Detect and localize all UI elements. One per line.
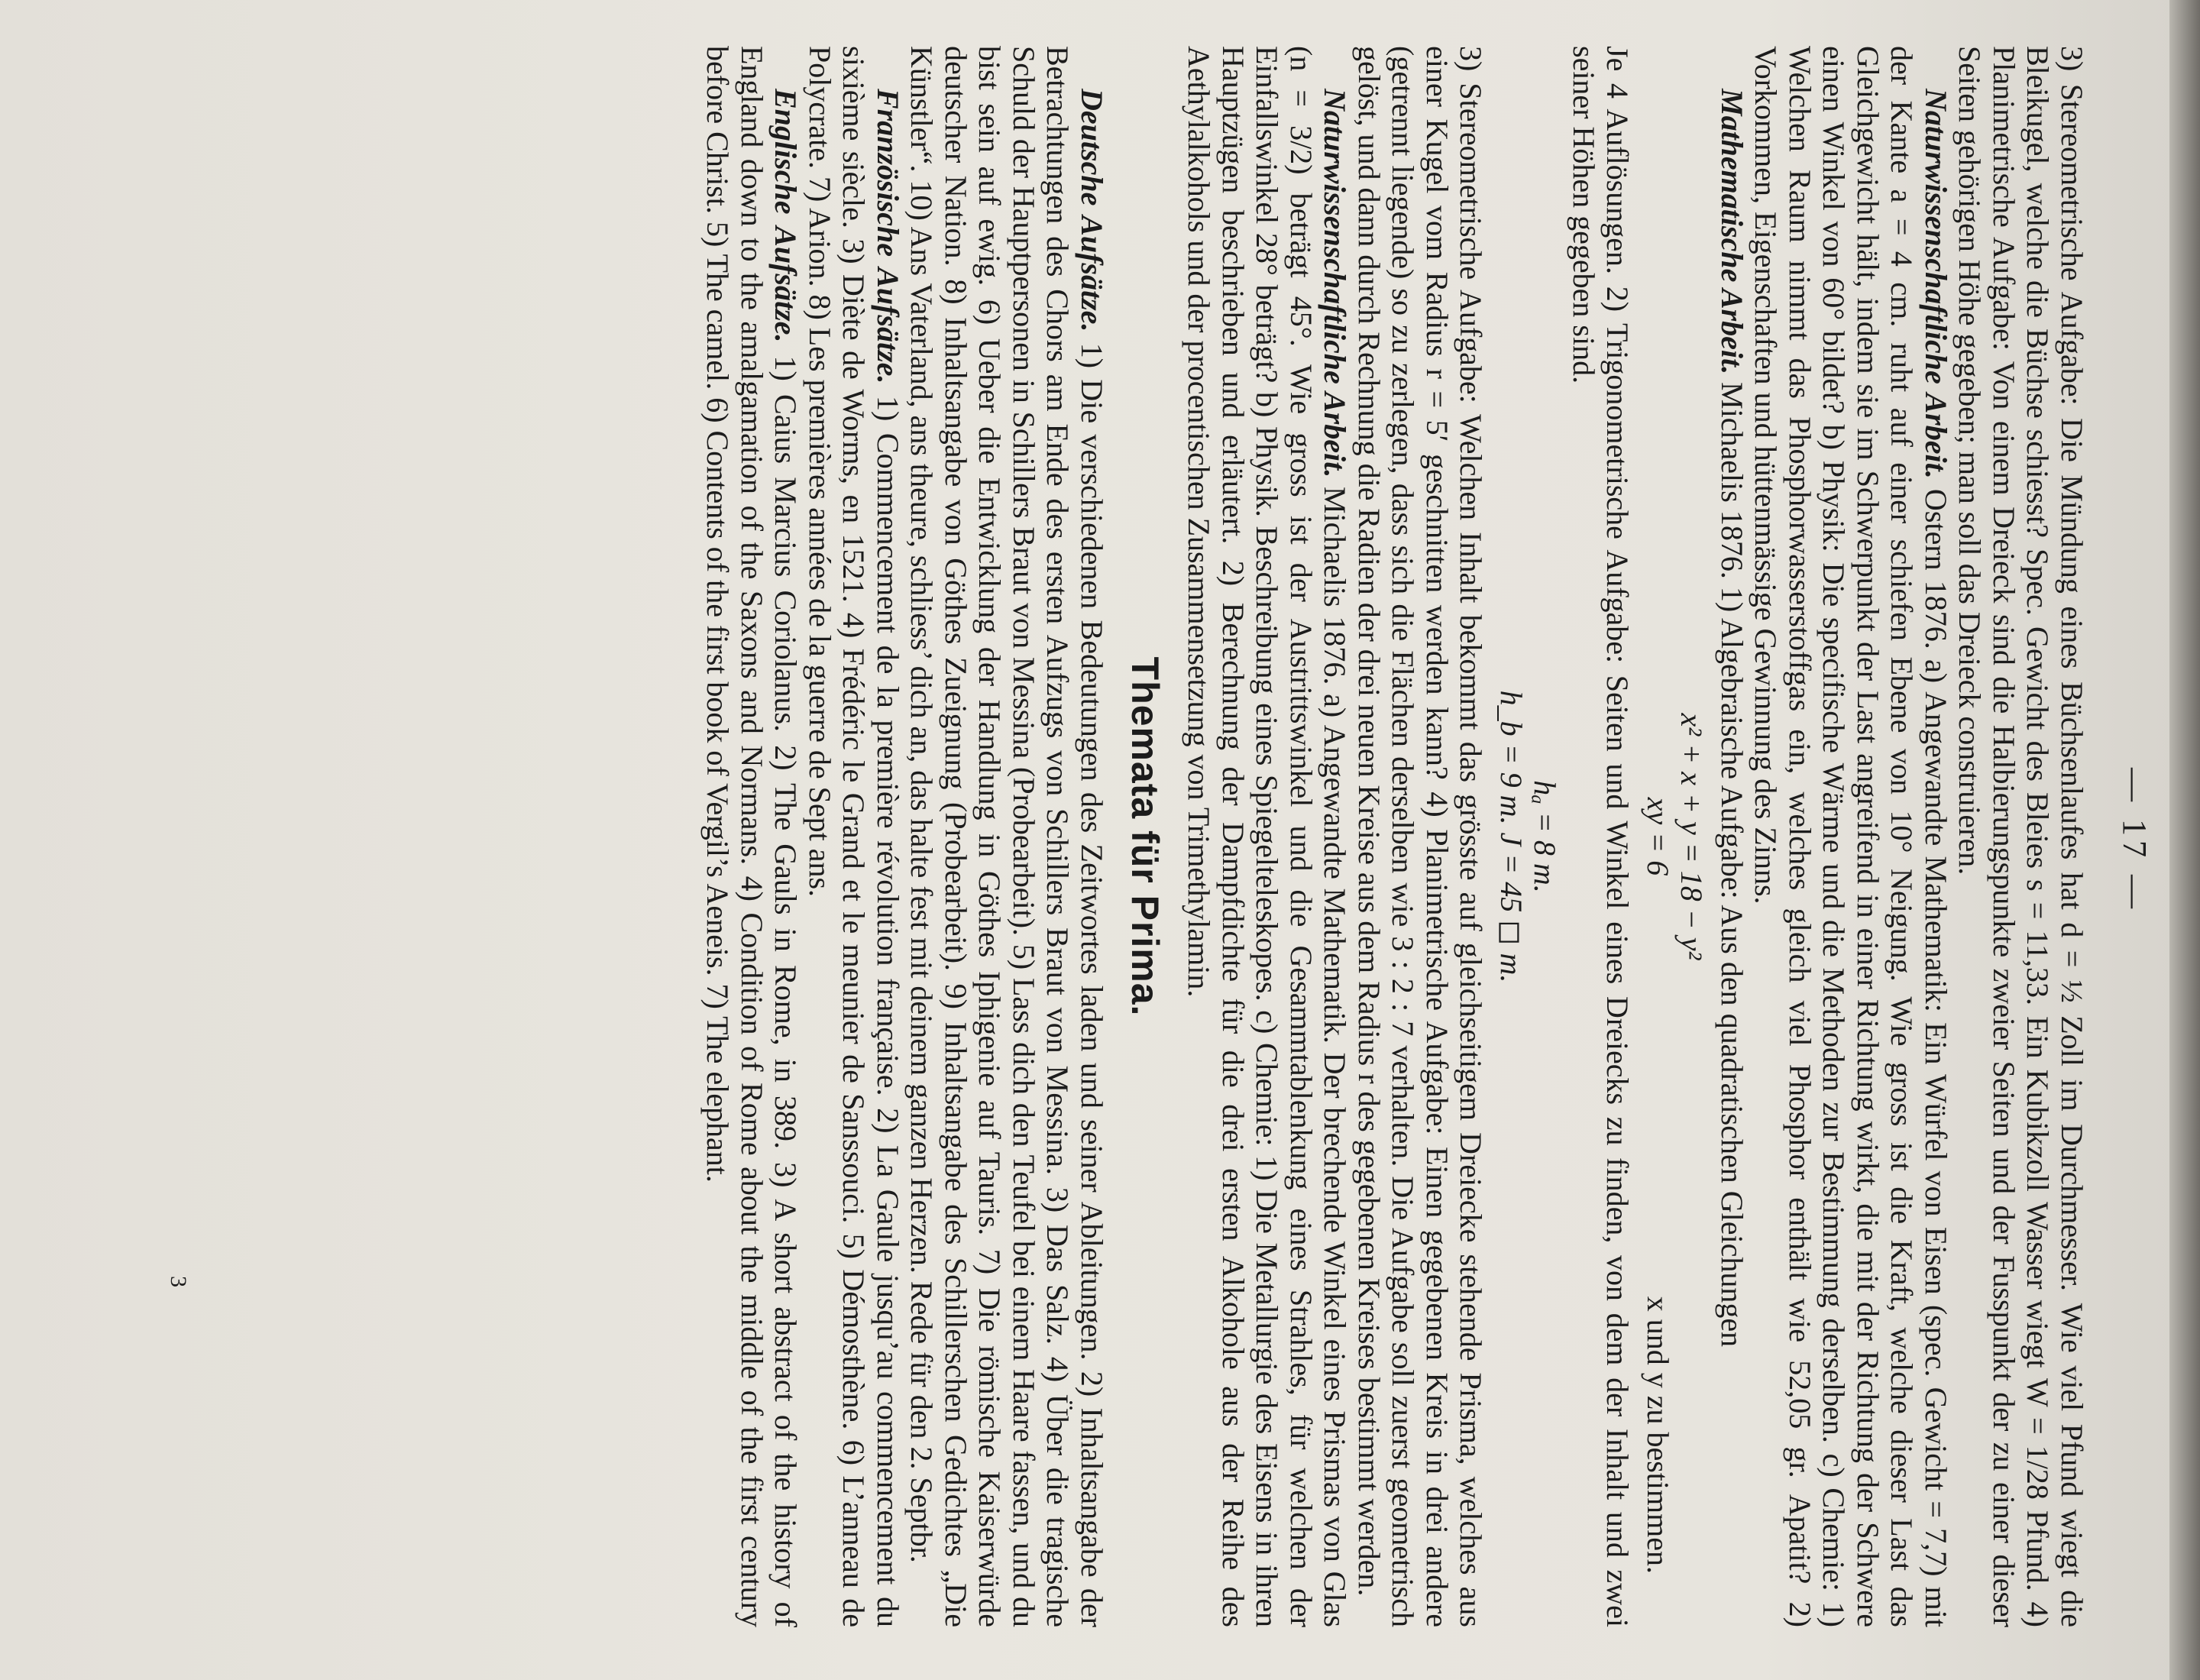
equation-4: h_b = 9 m. J = 45 ◻ m. bbox=[1494, 690, 1529, 983]
page-number: — 17 — bbox=[2116, 768, 2153, 913]
equation-row-3 bbox=[1528, 46, 1562, 1627]
paragraph-text: Michaelis 1876. a) Angewandte Mathematik. Der brechende Winkel eines Prismas von Glas (n = 3/2) beträgt 45°. Wie gross ist der Austrittswinkel und die Gesammtablenkung eines Strahles, für welchen der Einfallswinkel 28° beträgt? b) Physik. Beschreibung eines Spiegelteleskopes. c) Chemie: 1) Die Metallurgie des Eisens in ihren Hauptzügen beschrieben und erläutert. 2) Berechnung der Dampfdichte für die drei ersten Alkohole aus der Reihe des Aethylalkohols und der procentischen Zusammensetzung von Trimethylamin. bbox=[1182, 46, 1353, 1627]
printer-signature: 3 bbox=[166, 1276, 191, 1287]
paragraph-text: Michaelis 1876. 1) Algebraische Aufgabe: Aus den quadratischen Gleichungen bbox=[1715, 374, 1749, 1348]
section-title-prima: Themata für Prima. bbox=[1124, 656, 1166, 1017]
paragraph-natural-science-michaelis bbox=[1182, 46, 1352, 1627]
exam-tasks-block bbox=[700, 46, 2088, 1627]
equation-note: x und y zu bestimmen. bbox=[1641, 1296, 1675, 1574]
heading-natural-science-2: Naturwissenschaftliche Arbeit. bbox=[1318, 89, 1353, 478]
rotated-page bbox=[38, 23, 2162, 1658]
paragraph-french-essays bbox=[803, 46, 905, 1627]
heading-french-essays: Französische Aufsätze. bbox=[871, 89, 905, 384]
equation-row-1 bbox=[1674, 46, 1709, 1627]
paragraph-english-essays bbox=[700, 46, 803, 1627]
equation-1: x² + x + y = 18 − y² bbox=[1674, 713, 1710, 960]
heading-natural-science: Naturwissenschaftliche Arbeit. bbox=[1919, 89, 1953, 479]
paragraph-natural-science-easter bbox=[1749, 46, 1952, 1627]
equation-3: hₐ = 8 m. bbox=[1528, 780, 1563, 893]
paragraph-text: 1) Caius Marcius Coriolanus. 2) The Gauls in Rome, in 389. 3) A short abstract of the history of England down to the amalgamation of the Saxons and Normans. 4) Condition of Rome about the middle of the first century before Christ. 5) The camel. 6) Contents of the first book of Vergil’s Aeneis. 7) The elephant. bbox=[700, 46, 804, 1627]
equation-row-2 bbox=[1641, 46, 1675, 1627]
page-edge-shadow bbox=[2169, 0, 2200, 1680]
paragraph-text: 1) Die verschiedenen Bedeutungen des Zeitwortes laden und seiner Ableitungen. 2) Inhaltsangabe der Betrachtungen des Chors am Ende des ersten Aufzugs von Schillers Braut von Messina. 3) Das Salz. 4) Über die tragische Schuld der Hauptpersonen in Schillers Braut von Messina (Probearbeit). 5) Lass dich den Teufel bei einem Haare fassen, und du bist sein auf ewig. 6) Ueber die Entwicklung der Handlung in Göthes Iphigenie auf Tauris. 7) Die römische Kaiserwürde deutscher Nation. 8) Inhaltsangabe von Göthes Zueignung (Probearbeit). 9) Inhaltsangabe des Schillerschen Gedichtes „Die Künstler“. 10) Ans Vaterland, ans theure, schliess’ dich an, das halte fest mit deinem ganzen Herzen. Rede für den 2. Septbr. bbox=[904, 46, 1109, 1627]
paragraph-text: Ostern 1876. a) Angewandte Mathematik: Ein Würfel von Eisen (spec. Gewicht = 7,7) mit der Kante a = 4 cm. ruht auf einer schiefen Ebene von 10° Neigung. Wie gross ist die Kraft, welche dieser Last das Gleichgewicht hält, indem sie im Schwerpunkt der Last angreifend in einer Richtung wirkt, die mit der Richtung der Schwere einen Winkel von 60° bildet? b) Physik: Die specifische Wärme und die Methoden zur Bestimmung derselben. c) Chemie: 1) Welchen Raum nimmt das Phosphorwasserstoffgas ein, welches gleich viel Phosphor enthält wie 52,05 gr. Apatit? 2) Vorkommen, Eigenschaften und hüttenmässige Gewinnung des Zinns. bbox=[1749, 46, 1953, 1628]
paragraph-stereometry-1: 3) Stereometrische Aufgabe: Die Mündung eines Büchsenlaufes hat d = ½ Zoll im Durchmesser. Wie viel Pfund wiegt die Bleikugel, welche die Büchse schiesst? Spec. Gewicht des Bleies s = 11,33. Ein Kubikzoll Wasser wiegt W = 1/28 Pfund. 4) Planimetrische Aufgabe: Von einem Dreieck sind die Halbierungspunkte zweier Seiten und der Fusspunkt der zu einer dieser Seiten gehörigen Höhe gegeben; man soll das Dreieck construieren. bbox=[1952, 46, 2089, 1627]
heading-german-essays: Deutsche Aufsätze. bbox=[1075, 89, 1109, 332]
paragraph-text: 1) Commencement de la première révolution française. 2) La Gaule jusqu’au commencement du sixième siècle. 3) Diète de Worms, en 1521. 4) Frédéric le Grand et le meunier de Sanssouci. 5) Démosthène. 6) L’anneau de Polycrate. 7) Arion. 8) Les premières années de la guerre de Sept ans. bbox=[803, 46, 905, 1627]
heading-math: Mathematische Arbeit. bbox=[1715, 89, 1749, 375]
paragraph-german-essays bbox=[904, 46, 1108, 1627]
paragraph-trigonometry: Je 4 Auflösungen. 2) Trigonometrische Aufgabe: Seiten und Winkel eines Dreiecks zu finden, von dem der Inhalt und zwei seiner Höhen gegeben sind. bbox=[1567, 46, 1635, 1627]
equation-2: xy = 6 bbox=[1641, 797, 1675, 876]
equation-row-4 bbox=[1494, 46, 1529, 1627]
paragraph-math-michaelis bbox=[1715, 46, 1749, 1627]
paragraph-stereometry-2: 3) Stereometrische Aufgabe: Welchen Inhalt bekommt das grösste auf gleichseitigem Dreiecke stehende Prisma, welches aus einer Kugel vom Radius r = 5′ geschnitten werden kann? 4) Planimetrische Aufgabe: Einen gegebenen Kreis in drei andere (getrennt liegende) so zu zerlegen, dass sich die Flächen derselben wie 3 : 2 : 7 verhalten. Die Aufgabe soll zuerst geometrisch gelöst, und dann durch Rechnung die Radien der drei neuen Kreise aus dem Radius r des gegebenen Kreises bestimmt werden. bbox=[1352, 46, 1489, 1627]
heading-english-essays: Englische Aufsätze. bbox=[768, 89, 804, 343]
